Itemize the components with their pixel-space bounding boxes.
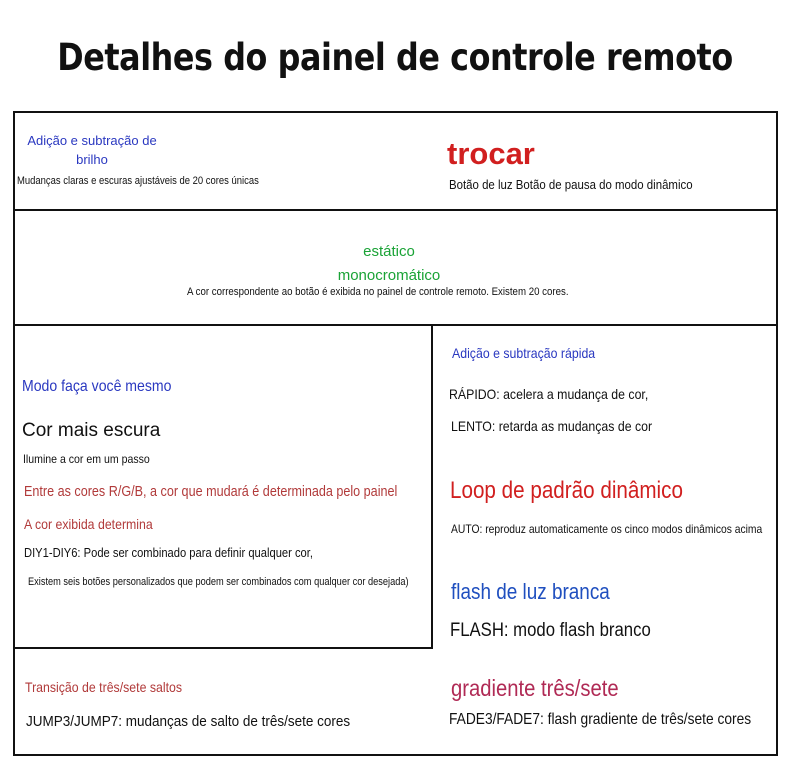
loop-auto-text: AUTO: reproduz automaticamente os cinco modos dinâmicos acima xyxy=(451,522,763,536)
jump-text xyxy=(26,713,386,730)
jump-text-content: JUMP3/JUMP7: mudanças de salto de três/sete cores xyxy=(26,713,351,730)
quick-heading xyxy=(452,345,615,361)
fade-text-content: FADE3/FADE7: flash gradiente de três/sete cores xyxy=(449,711,752,728)
brightness-description-text: Mudanças claras e escuras ajustáveis de 20 cores únicas xyxy=(17,175,259,187)
static-heading xyxy=(289,240,489,288)
quick-fast xyxy=(449,386,675,402)
static-description xyxy=(187,286,621,298)
fade-heading xyxy=(451,675,642,702)
loop-heading-text: Loop de padrão dinâmico xyxy=(450,477,683,504)
switch-description-text: Botão de luz Botão de pausa do modo dinâmico xyxy=(449,177,693,192)
brightness-heading-line1: Adição e subtração de xyxy=(27,133,157,148)
divider-left-bottom xyxy=(13,647,433,649)
flash-heading xyxy=(451,579,636,605)
jump-heading-text: Transição de três/sete saltos xyxy=(25,679,183,695)
quick-slow xyxy=(451,418,680,434)
diy-heading xyxy=(22,378,192,396)
static-heading-line1: estático xyxy=(363,243,415,260)
divider-row2 xyxy=(13,324,776,326)
loop-auto xyxy=(451,522,790,536)
diy-note xyxy=(23,452,167,466)
diy-heading-text: Modo faça você mesmo xyxy=(22,378,172,395)
switch-description xyxy=(449,177,726,192)
diy-note-text: Ilumine a cor em um passo xyxy=(23,452,150,466)
static-heading-line2: monocromático xyxy=(337,267,441,284)
brightness-heading xyxy=(20,131,164,169)
page-title: Detalhes do painel de controle remoto xyxy=(57,36,733,79)
switch-heading: trocar xyxy=(447,136,535,171)
quick-fast-text: RÁPIDO: acelera a mudança de cor, xyxy=(449,386,649,402)
diy-display-label-text: A cor exibida determina xyxy=(24,516,153,532)
diy-text-content: DIY1-DIY6: Pode ser combinado para definir qualquer cor, xyxy=(24,545,313,560)
fade-text xyxy=(449,711,790,729)
brightness-description xyxy=(17,175,298,187)
diy-text xyxy=(24,545,360,560)
diy-rgb-text xyxy=(24,483,468,500)
loop-heading xyxy=(450,477,721,505)
quick-heading-text: Adição e subtração rápida xyxy=(452,345,596,361)
diy-custom-text xyxy=(28,576,481,588)
static-description-text: A cor correspondente ao botão é exibida no painel de controle remoto. Existem 20 cores. xyxy=(187,286,569,298)
diy-display-label xyxy=(24,516,170,532)
quick-slow-text: LENTO: retarda as mudanças de cor xyxy=(451,418,653,434)
fade-heading-text: gradiente três/sete xyxy=(451,675,619,701)
flash-text-content: FLASH: modo flash branco xyxy=(450,620,651,641)
flash-text xyxy=(450,620,678,642)
diy-rgb-text-content: Entre as cores R/G/B, a cor que mudará é determinada pelo painel xyxy=(24,483,398,500)
brightness-heading-line2: brilho xyxy=(76,152,108,167)
diy-subheading: Cor mais escura xyxy=(22,420,161,441)
jump-heading xyxy=(25,679,203,695)
divider-row1 xyxy=(13,209,776,211)
flash-heading-text: flash de luz branca xyxy=(451,579,610,604)
diy-custom-text-content: Existem seis botões personalizados que podem ser combinados com qualquer cor desejada) xyxy=(28,576,409,588)
